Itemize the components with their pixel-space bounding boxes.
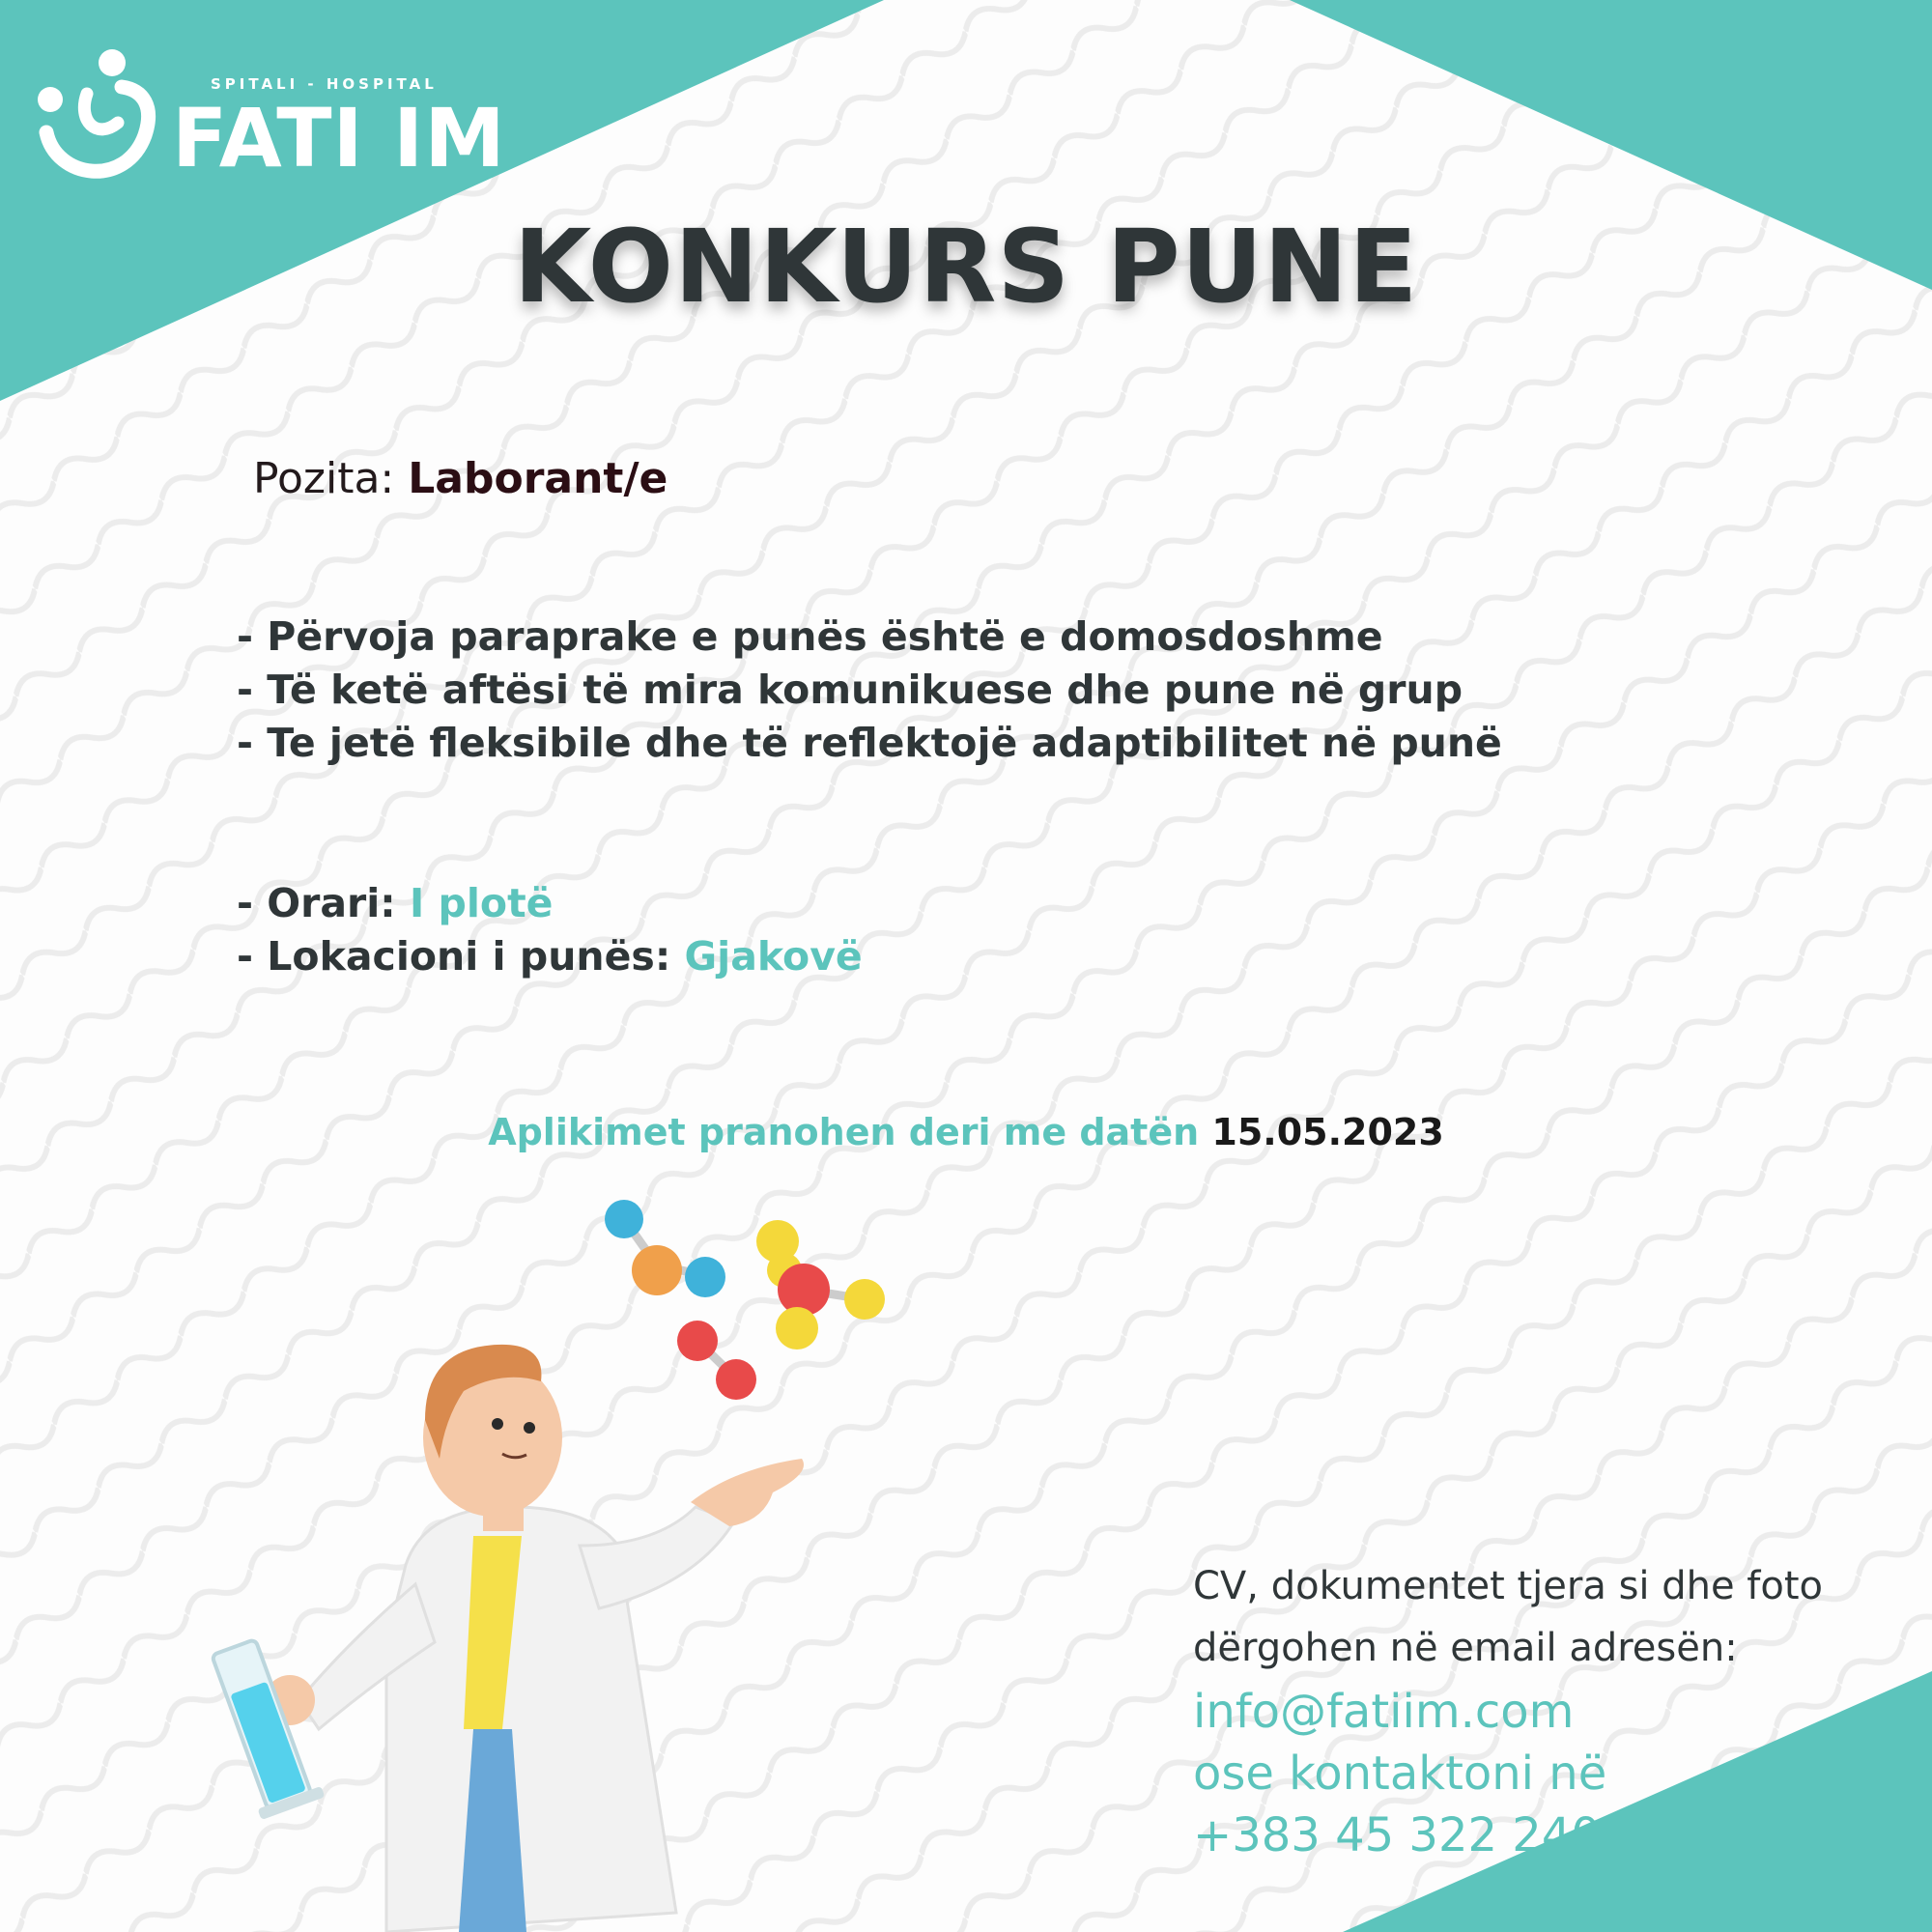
molecule-blue-orange-icon: [605, 1200, 725, 1297]
contact-phone-link[interactable]: +383 45 322 240: [1193, 1808, 1601, 1862]
requirement-item: - Përvoja paraprake e punës është e domosdoshme: [237, 613, 1383, 660]
position-value: Laborant/e: [408, 454, 668, 503]
molecule-red-pair-icon: [677, 1321, 756, 1400]
position-label: Pozita:: [253, 454, 395, 503]
contact-email-link[interactable]: info@fatiim.com: [1193, 1685, 1575, 1739]
logo-subtitle: SPITALI - HOSPITAL: [211, 75, 438, 93]
logo-name: FATI IM: [172, 91, 506, 185]
requirement-item: - Te jetë fleksibile dhe të reflektojë adaptibilitet në punë: [237, 720, 1502, 766]
contact-line-2: dërgohen në email adresën:: [1193, 1626, 1738, 1670]
page-title: KONKURS PUNE: [513, 208, 1419, 326]
contact-details: [1193, 1681, 1606, 1866]
schedule-value: I plotë: [409, 880, 554, 926]
contact-line-3: ose kontaktoni në: [1193, 1747, 1607, 1801]
molecule-red-yellow-icon: [756, 1220, 885, 1350]
contact-line-1: CV, dokumentet tjera si dhe foto: [1193, 1564, 1824, 1608]
scientist-figure: [203, 1345, 804, 1932]
deadline-date: 15.05.2023: [1211, 1111, 1444, 1153]
location-label: - Lokacioni i punës:: [237, 933, 671, 980]
schedule-label: - Orari:: [237, 880, 396, 926]
deadline-text: Aplikimet pranohen deri me datën: [488, 1111, 1200, 1153]
location-value: Gjakovë: [684, 933, 863, 980]
contact-instructions: [1193, 1555, 1823, 1679]
requirement-item: - Të ketë aftësi të mira komunikuese dhe pune në grup: [237, 667, 1463, 713]
